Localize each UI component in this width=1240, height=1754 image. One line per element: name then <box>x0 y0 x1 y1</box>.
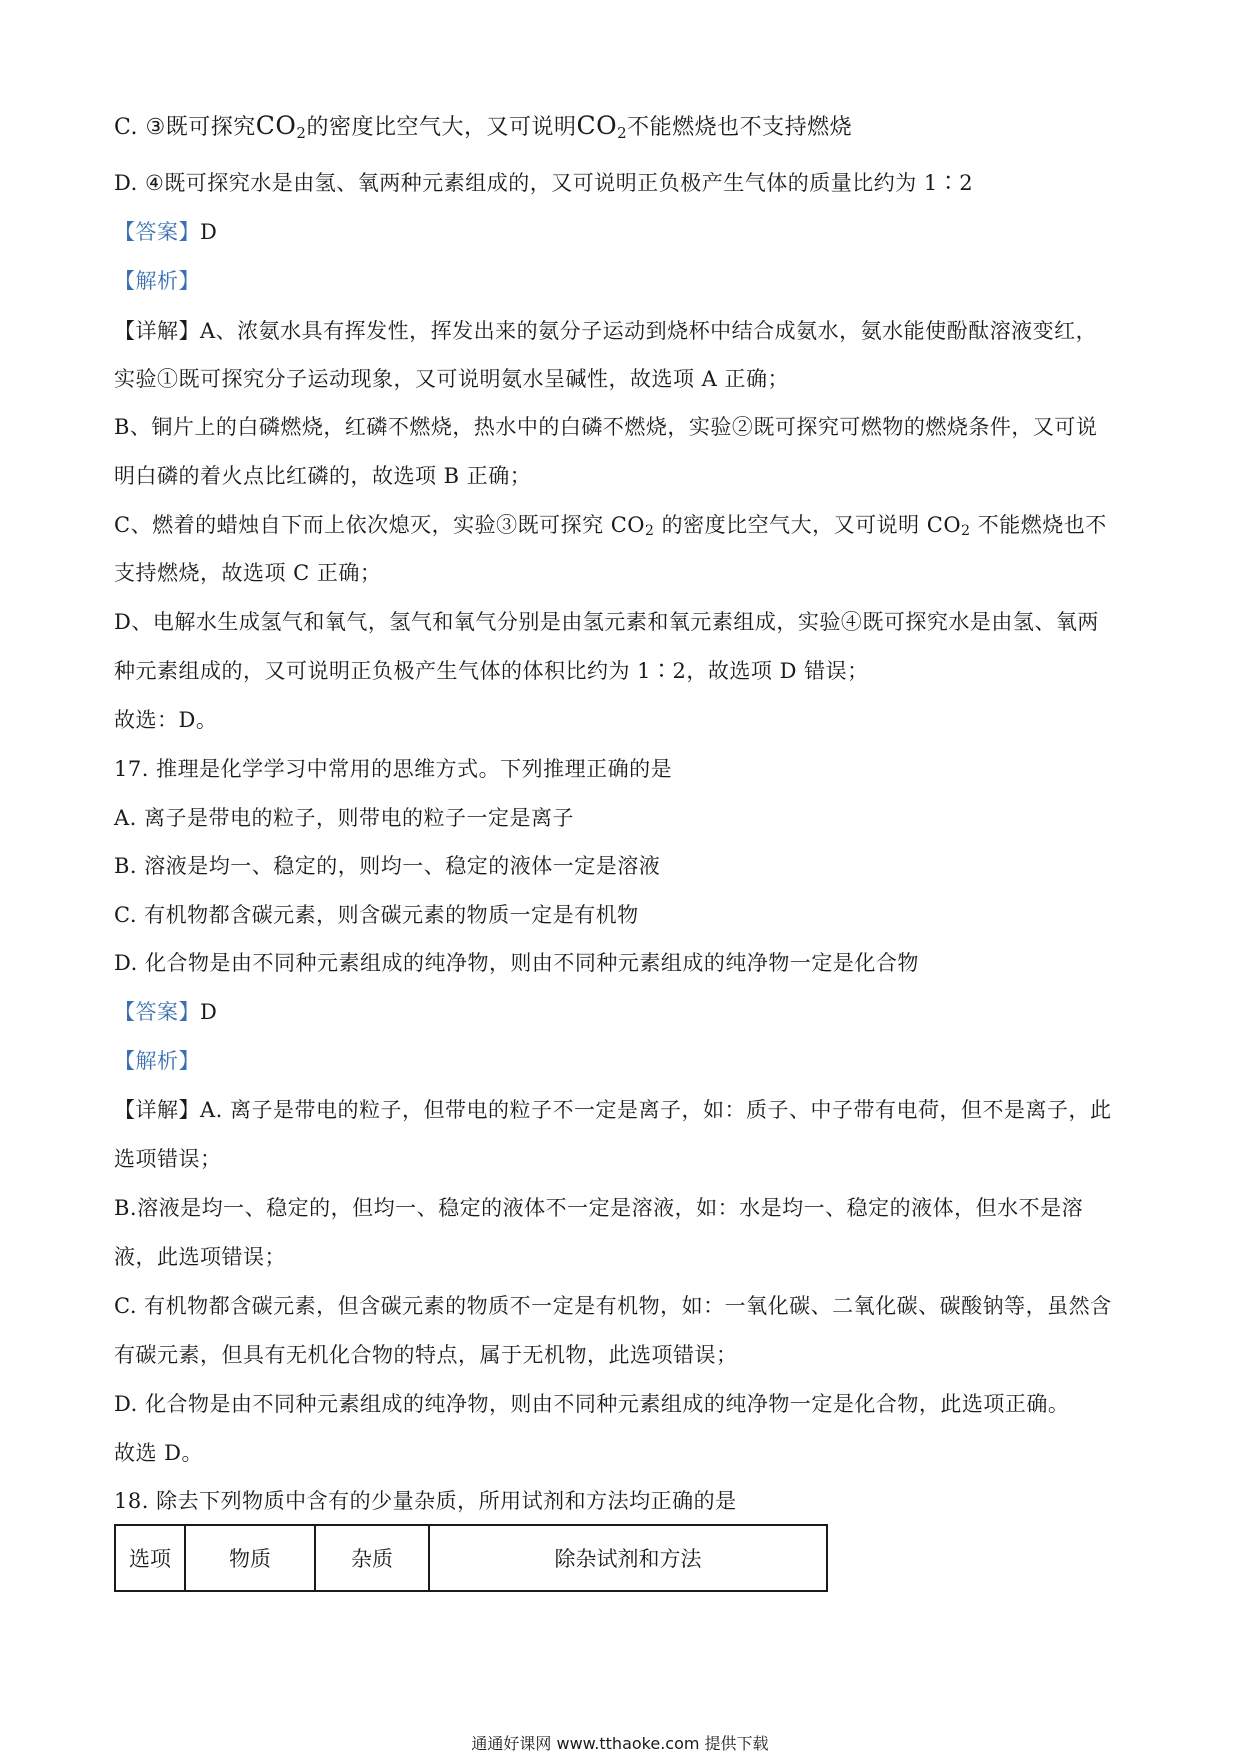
q17-stem: 17. 推理是化学学习中常用的思维方式。下列推理正确的是 <box>114 757 673 781</box>
q17-detail-line: C. 有机物都含碳元素，但含碳元素的物质不一定是有机物，如：一氧化碳、二氧化碳、碳酸钠等，虽然含 <box>114 1294 1112 1318</box>
q16-option-c <box>114 111 852 143</box>
q16-option-c-suffix: 不能燃烧也不支持燃烧 <box>627 115 853 140</box>
answer-value: D <box>200 220 218 244</box>
q16-detail-line: D、电解水生成氢气和氧气，氢气和氧气分别是由氢元素和氧元素组成，实验④既可探究水是由氢、氧两 <box>114 610 1099 634</box>
q16-option-d: D. ④既可探究水是由氢、氧两种元素组成的，又可说明正负极产生气体的质量比约为 1∶2 <box>114 171 974 195</box>
q16-detail-line: 实验①既可探究分子运动现象，又可说明氨水呈碱性，故选项 A 正确； <box>114 367 790 391</box>
q17-option-c: C. 有机物都含碳元素，则含碳元素的物质一定是有机物 <box>114 903 639 927</box>
table-header-row <box>115 1525 827 1591</box>
document-page <box>114 0 1134 1754</box>
table-header-cell: 杂质 <box>315 1525 429 1591</box>
q16-analysis-label: 【解析】 <box>114 269 200 293</box>
q16-option-c-mid: 的密度比空气大，又可说明 <box>306 115 577 140</box>
co2-formula: $CO_2$ <box>576 111 628 142</box>
q17-analysis-label: 【解析】 <box>114 1049 200 1073</box>
table-header-cell: 选项 <box>115 1525 185 1591</box>
q17-detail-line: 选项错误； <box>114 1147 222 1171</box>
q18-stem: 18. 除去下列物质中含有的少量杂质，所用试剂和方法均正确的是 <box>114 1489 737 1513</box>
q16-conclusion: 故选：D。 <box>114 708 218 732</box>
q16-option-c-prefix: C. ③既可探究 <box>114 115 256 140</box>
table-header-cell: 除杂试剂和方法 <box>429 1525 827 1591</box>
q17-detail-line: 有碳元素，但具有无机化合物的特点，属于无机物，此选项错误； <box>114 1343 738 1367</box>
q16-detail-line: 明白磷的着火点比红磷的，故选项 B 正确； <box>114 464 532 488</box>
q17-option-a: A. 离子是带电的粒子，则带电的粒子一定是离子 <box>114 806 575 830</box>
co2-formula: $CO_2$ <box>255 111 307 142</box>
table-header-cell: 物质 <box>185 1525 315 1591</box>
q16-detail-line: C、燃着的蜡烛自下而上依次熄灭，实验③既可探究 $CO_2$ 的密度比空气大，又可说明 $CO_2$ 不能燃烧也不 <box>114 513 1107 539</box>
q17-detail-line: D. 化合物是由不同种元素组成的纯净物，则由不同种元素组成的纯净物一定是化合物，此选项正确。 <box>114 1392 1070 1416</box>
answer-value: D <box>200 1000 218 1024</box>
answer-label: 【答案】 <box>114 220 200 244</box>
answer-label: 【答案】 <box>114 1000 200 1024</box>
q17-detail-line: 【详解】A. 离子是带电的粒子，但带电的粒子不一定是离子，如：质子、中子带有电荷，但不是离子，此 <box>114 1098 1112 1122</box>
q18-options-table <box>114 1524 828 1592</box>
q17-detail-line: 液，此选项错误； <box>114 1245 286 1269</box>
q16-detail-line: 【详解】A、浓氨水具有挥发性，挥发出来的氨分子运动到烧杯中结合成氨水，氨水能使酚酞溶液变红， <box>114 319 1098 343</box>
page-footer: 通通好课网 www.tthaoke.com 提供下载 <box>471 1734 769 1753</box>
q16-detail-line: 种元素组成的，又可说明正负极产生气体的体积比约为 1∶2，故选项 D 错误； <box>114 659 869 683</box>
q17-option-d: D. 化合物是由不同种元素组成的纯净物，则由不同种元素组成的纯净物一定是化合物 <box>114 951 919 975</box>
q16-answer <box>114 217 217 247</box>
q17-answer <box>114 997 217 1027</box>
q17-detail-line: B.溶液是均一、稳定的，但均一、稳定的液体不一定是溶液，如：水是均一、稳定的液体，但水不是溶 <box>114 1196 1084 1220</box>
q17-option-b: B. 溶液是均一、稳定的，则均一、稳定的液体一定是溶液 <box>114 854 661 878</box>
q16-detail-line: 支持燃烧，故选项 C 正确； <box>114 561 382 585</box>
q17-conclusion: 故选 D。 <box>114 1441 204 1465</box>
q16-detail-line: B、铜片上的白磷燃烧，红磷不燃烧，热水中的白磷不燃烧，实验②既可探究可燃物的燃烧条件，又可说 <box>114 415 1098 439</box>
